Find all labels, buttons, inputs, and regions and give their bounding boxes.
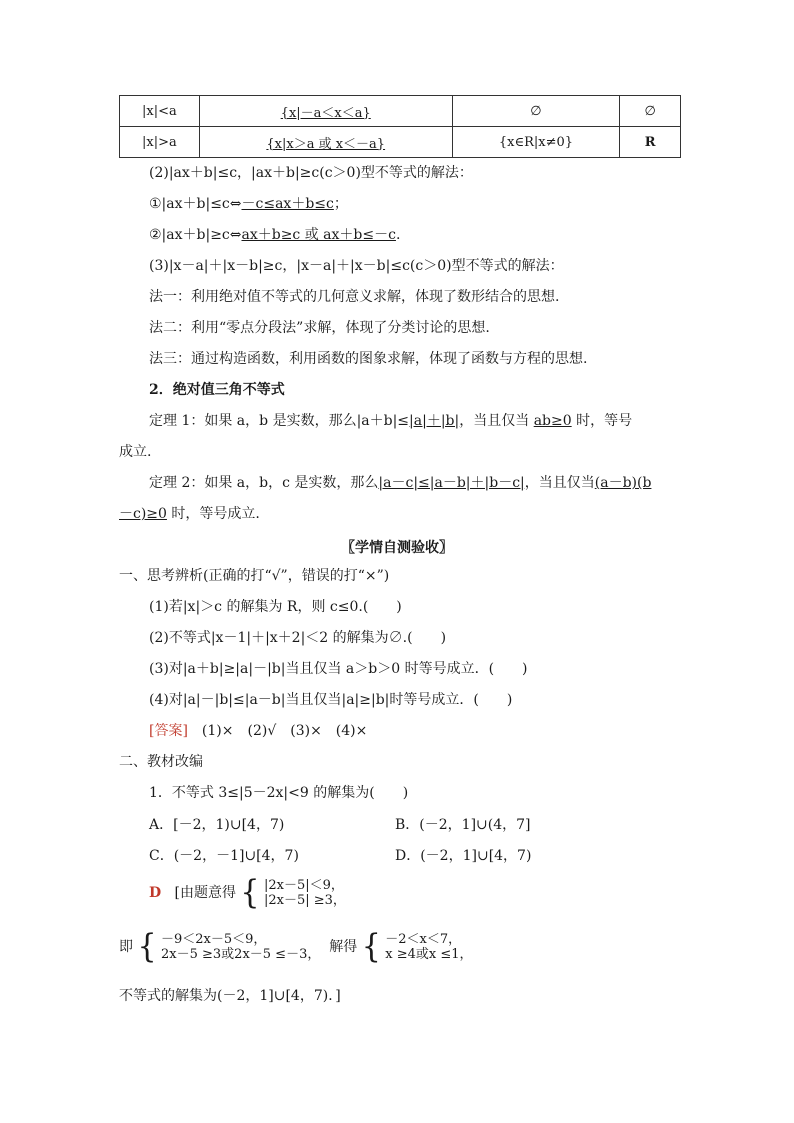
equation-system	[264, 878, 346, 908]
fill-answer: |a－c|≤|a－b|＋|b－c|	[378, 475, 525, 491]
equation: 2x－5 ≥3或2x－5 ≤－3，	[161, 947, 321, 962]
table-cell-answer: {x|－a＜x＜a}	[280, 105, 371, 121]
section-banner: 〖学情自测验收〗	[341, 540, 453, 556]
text-span: 定理 1：如果 a，b 是实数，那么|a＋b|≤	[149, 413, 410, 429]
equation-system	[385, 932, 472, 962]
fill-answer: ax＋b≥c 或 ax＋b≤－c	[241, 227, 396, 243]
text-span: ，当且仅当	[524, 475, 595, 491]
table-cell: R	[620, 127, 681, 158]
text-span: [由题意得	[174, 885, 236, 901]
left-brace-icon: {	[240, 873, 260, 912]
text-span: 定理 2：如果 a，b，c 是实数，那么	[149, 475, 379, 491]
solution-line	[149, 873, 346, 913]
text-line: 法二：利用“零点分段法”求解，体现了分类讨论的思想.	[149, 320, 490, 336]
section-heading: 2．绝对值三角不等式	[149, 382, 285, 398]
fill-answer: －c≤ax＋b≤c	[241, 196, 334, 212]
solution-conclusion: 不等式的解集为(－2，1]∪[4，7)．]	[119, 988, 341, 1004]
text-line: 成立.	[119, 444, 152, 460]
table-cell: |x|>a	[120, 127, 200, 158]
option-b: B．(－2，1]∪(4，7]	[395, 817, 531, 833]
text-line: (2)|ax＋b|≤c，|ax＋b|≥c(c＞0)型不等式的解法：	[149, 165, 473, 181]
question-line: (4)对|a|－|b|≤|a－b|当且仅当|a|≥|b|时等号成立．( )	[149, 692, 513, 708]
answer-line	[149, 721, 367, 741]
table-cell: ∅	[620, 96, 681, 127]
section-heading: 二、教材改编	[119, 754, 203, 770]
fill-answer: |a|＋|b|	[409, 413, 460, 429]
section-heading: 一、思考辨析(正确的打“√”，错误的打“×”)	[119, 568, 390, 584]
text-span: ，当且仅当	[459, 413, 534, 429]
fill-answer: －c)≥0	[119, 506, 167, 522]
equation: x ≥4或x ≤1，	[385, 947, 473, 962]
text-line	[119, 504, 260, 524]
question-line: 1．不等式 3≤|5－2x|<9 的解集为( )	[149, 785, 409, 801]
text-span: 即	[119, 939, 133, 955]
equation: |2x－5| ≥3，	[263, 893, 346, 908]
text-line: 法一：利用绝对值不等式的几何意义求解，体现了数形结合的思想.	[149, 289, 560, 305]
solution-line	[119, 927, 473, 967]
answer-body: (1)× (2)√ (3)× (4)×	[187, 723, 368, 739]
equation: －9＜2x－5＜9，	[161, 932, 267, 947]
text-span: ②|ax＋b|≥c⇔	[149, 227, 242, 243]
question-line: (3)对|a＋b|≥|a|－|b|当且仅当 a＞b＞0 时等号成立．( )	[149, 661, 528, 677]
option-d: D．(－2，1]∪[4，7)	[395, 848, 532, 864]
text-line	[149, 473, 651, 493]
text-span: .	[395, 227, 401, 243]
table-row	[120, 96, 681, 127]
fill-answer: ab≥0	[533, 413, 572, 429]
option-a: A．[－2，1)∪[4，7)	[149, 817, 285, 833]
text-span: 解得	[329, 939, 358, 955]
table-cell	[199, 127, 452, 158]
text-span: ；	[333, 196, 348, 212]
table-row	[120, 127, 681, 158]
table-cell	[199, 96, 452, 127]
fill-answer: (a－b)(b	[594, 475, 652, 491]
question-line: (1)若|x|＞c 的解集为 R，则 c≤0.( )	[149, 599, 402, 615]
text-line	[149, 194, 348, 214]
table-cell: |x|<a	[120, 96, 200, 127]
option-c: C．(－2，－1]∪[4，7)	[149, 848, 299, 864]
table-cell: {x∈R|x≠0}	[452, 127, 620, 158]
solution-choice: D	[149, 885, 162, 901]
left-brace-icon: {	[361, 927, 381, 966]
inequality-table	[119, 95, 681, 158]
text-span: 时，等号	[571, 413, 633, 429]
text-span: ①|ax＋b|≤c⇔	[149, 196, 242, 212]
table-cell-answer: {x|x＞a 或 x＜－a}	[266, 136, 386, 152]
left-brace-icon: {	[137, 927, 157, 966]
text-line	[149, 411, 632, 431]
question-line: (2)不等式|x－1|＋|x＋2|＜2 的解集为∅.( )	[149, 630, 447, 646]
equation: |2x－5|＜9，	[263, 878, 344, 893]
table-cell: ∅	[452, 96, 620, 127]
text-line: (3)|x－a|＋|x－b|≥c，|x－a|＋|x－b|≤c(c＞0)型不等式的解法：	[149, 258, 564, 274]
equation: －2＜x＜7，	[385, 932, 462, 947]
answer-tag: [答案]	[149, 723, 188, 739]
equation-system	[161, 932, 320, 962]
text-span: 时，等号成立.	[166, 506, 260, 522]
text-line	[149, 225, 400, 245]
text-line: 法三：通过构造函数，利用函数的图象求解，体现了函数与方程的思想.	[149, 351, 588, 367]
